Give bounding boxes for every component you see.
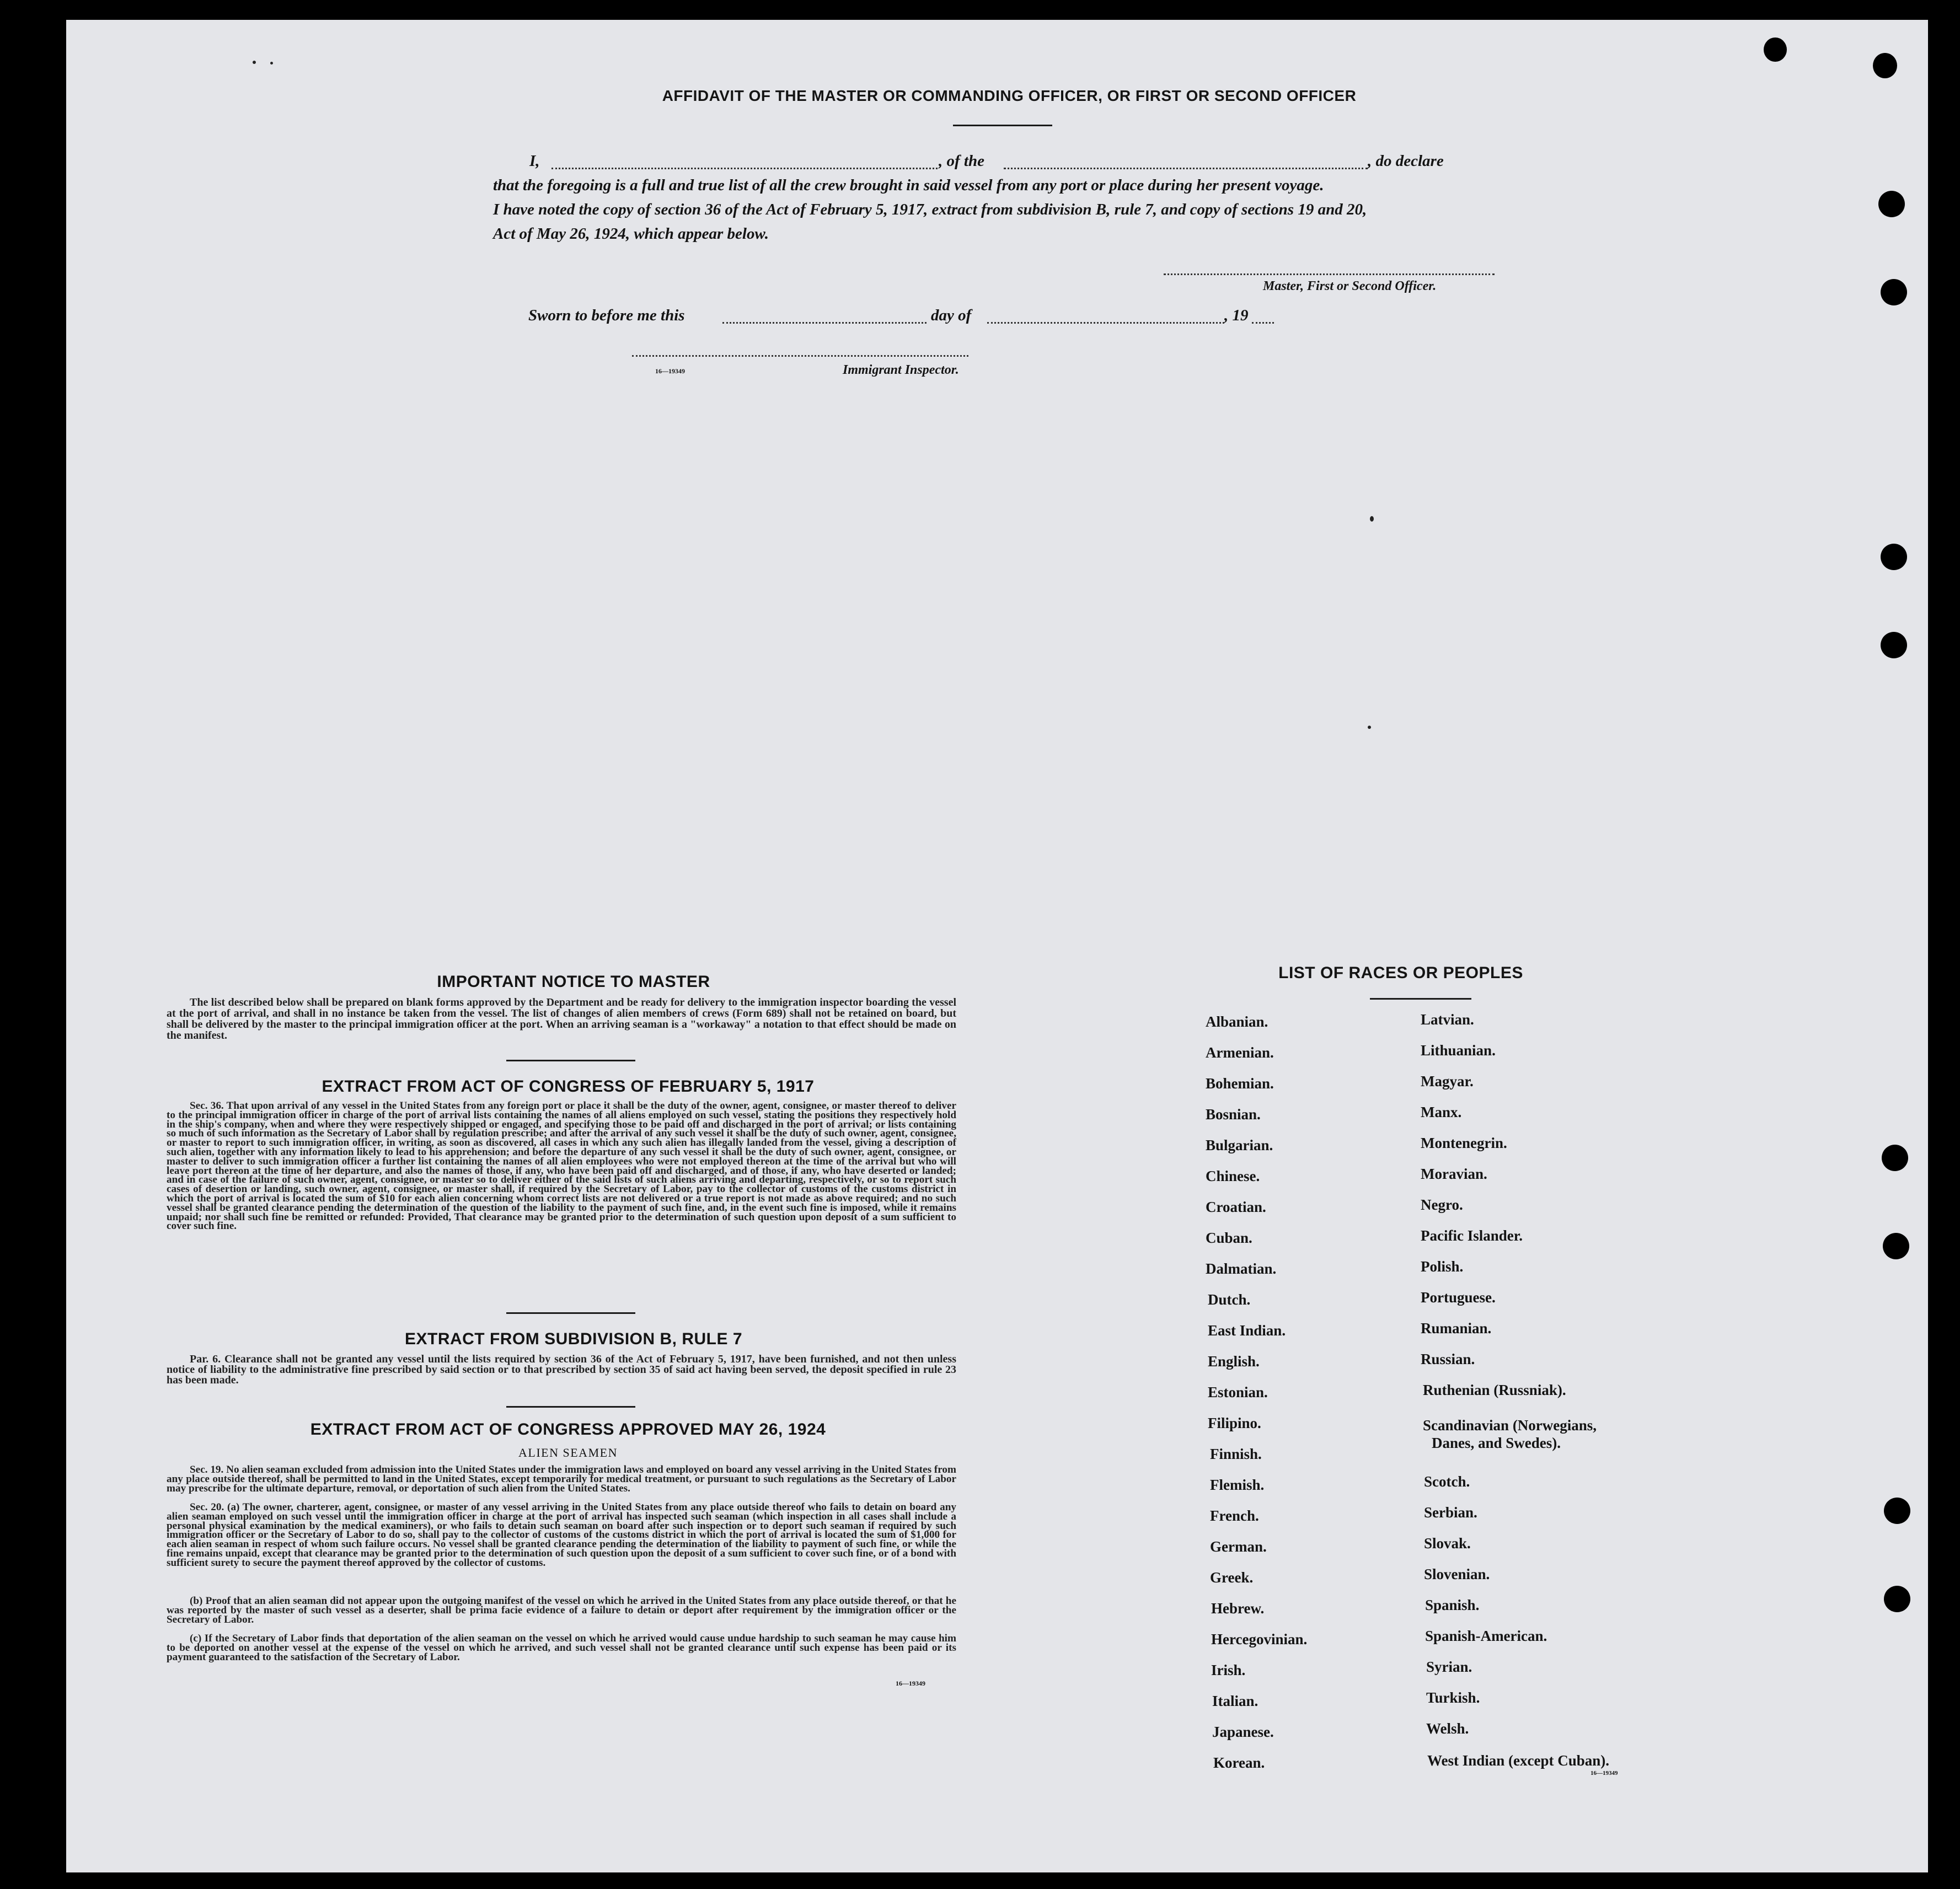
inspector-signature-line	[632, 355, 968, 357]
race-name: West Indian (except Cuban).	[1427, 1752, 1610, 1769]
race-name: Moravian.	[1421, 1166, 1487, 1182]
race-name: German.	[1210, 1538, 1267, 1555]
races-form-number: 16—19349	[1591, 1770, 1618, 1777]
vessel-blank	[1004, 168, 1368, 169]
race-name: Lithuanian.	[1421, 1042, 1496, 1059]
race-name: Chinese.	[1206, 1168, 1260, 1184]
notice-divider	[506, 1060, 635, 1061]
extract-1924-sec19: Sec. 19. No alien seaman excluded from admission into the United States under the immigration laws and employed on board any vessel arriving in the United States from any place outside thereof, shall be permitted to land in the United States, except temporarily for medical treatment, or pursuant to such regulations as the Secretary of Labor may prescribe for the ultimate departure, removal, or deportation of such alien from the United States.	[167, 1464, 956, 1494]
ink-speck	[253, 61, 256, 64]
race-name: Turkish.	[1426, 1689, 1480, 1706]
affidavit-form-number: 16—19349	[655, 367, 685, 375]
year-blank	[1252, 322, 1274, 324]
race-name: Portuguese.	[1421, 1289, 1496, 1306]
race-name: Croatian.	[1206, 1199, 1266, 1215]
text-i: I,	[529, 152, 540, 170]
race-name: Bulgarian.	[1206, 1137, 1273, 1153]
extract-rule7-text: Par. 6. Clearance shall not be granted any vessel until the lists required by section 36 of the Act of February 5, 1917, have been furnished, and not then unless notice of liability to the administrative fine prescribed by said section or to that prescribed by section 35 of said act having been served, the deposit specified in rule 23 has been made.	[167, 1353, 956, 1386]
race-name: Scotch.	[1424, 1473, 1470, 1490]
signature-label: Master, First or Second Officer.	[1263, 279, 1437, 293]
race-name: Slovenian.	[1424, 1566, 1490, 1582]
race-name: Estonian.	[1208, 1384, 1268, 1400]
race-name: Syrian.	[1426, 1659, 1472, 1675]
race-name: Italian.	[1212, 1693, 1259, 1709]
race-name: Scandinavian (Norwegians,	[1423, 1417, 1597, 1434]
punch-hole	[1882, 1145, 1908, 1171]
race-name: Hebrew.	[1211, 1600, 1265, 1617]
extract-1924-title: EXTRACT FROM ACT OF CONGRESS APPROVED MAY 26, 1924	[310, 1420, 826, 1439]
punch-hole	[1884, 1586, 1910, 1612]
race-name: Polish.	[1421, 1258, 1464, 1275]
races-title: LIST OF RACES OR PEOPLES	[1278, 964, 1523, 982]
inspector-label: Immigrant Inspector.	[843, 363, 959, 377]
race-name: Spanish-American.	[1425, 1628, 1547, 1644]
race-name: Greek.	[1210, 1569, 1254, 1586]
race-name: Latvian.	[1421, 1011, 1474, 1028]
punch-hole	[1764, 37, 1787, 62]
affidavit-line-4: Act of May 26, 1924, which appear below.	[493, 225, 769, 243]
punch-hole	[1881, 544, 1907, 570]
race-name: Finnish.	[1210, 1446, 1262, 1462]
race-name: Armenian.	[1206, 1044, 1274, 1061]
race-name: Spanish.	[1425, 1597, 1480, 1613]
extract-1924-subtitle: ALIEN SEAMEN	[518, 1446, 618, 1459]
race-name: Dalmatian.	[1206, 1260, 1277, 1277]
extract-1924-sec20c: (c) If the Secretary of Labor finds that deportation of the alien seaman on the vessel on which he arrived would cause undue hardship to such seaman he may cause him to be deported on another vessel at the expense of the vessel on which he arrived, and such vessel shall not be granted clearance until such expense has been paid or its payment guaranteed to the satisfaction of the Secretary of Labor.	[167, 1633, 956, 1663]
race-name: Welsh.	[1426, 1720, 1469, 1737]
punch-hole	[1881, 279, 1907, 305]
punch-hole	[1884, 1498, 1910, 1524]
notice-title: IMPORTANT NOTICE TO MASTER	[437, 973, 710, 991]
race-name: Ruthenian (Russniak).	[1423, 1382, 1566, 1398]
sworn-line	[528, 307, 1356, 329]
extract-1924-form-number: 16—19349	[896, 1679, 925, 1687]
title-underline	[953, 125, 1052, 126]
extract-1917-divider	[506, 1312, 635, 1314]
text-of-the: , of the	[939, 152, 984, 170]
race-name: Flemish.	[1210, 1477, 1265, 1493]
race-name: Danes, and Swedes).	[1432, 1435, 1561, 1451]
race-name: Serbian.	[1424, 1504, 1477, 1521]
extract-rule7-divider	[506, 1406, 635, 1408]
affidavit-line-2: that the foregoing is a full and true list of all the crew brought in said vessel from any port or place during her present voyage.	[493, 176, 1324, 194]
race-name: French.	[1210, 1507, 1259, 1524]
race-name: Filipino.	[1208, 1415, 1261, 1431]
race-name: East Indian.	[1208, 1322, 1286, 1339]
punch-hole	[1881, 632, 1907, 658]
race-name: Manx.	[1421, 1104, 1462, 1120]
text-do-declare: , do declare	[1368, 152, 1444, 170]
race-name: Russian.	[1421, 1351, 1475, 1367]
race-name: Magyar.	[1421, 1073, 1474, 1090]
affidavit-declarant-line	[529, 152, 1610, 174]
ink-speck	[1368, 726, 1371, 729]
extract-1924-sec20a: Sec. 20. (a) The owner, charterer, agent, consignee, or master of any vessel arriving in the United States from any place outside thereof who fails to detain on board any alien seaman employed on such vessel until the immigration officer in charge at the port of arrival has inspected such seaman (which inspection in all cases shall include a personal physical examination by the medical examiners), or who fails to detain such seaman on board after such inspection or to deport such seaman if required by such immigration officer or the Secretary of Labor to do so, shall pay to the collector of customs of the customs district in which the port of arrival is located the sum of $1,000 for each alien seaman in respect of whom such failure occurs. No vessel shall be granted clearance pending the determination of the liability to payment of such fine, or while the fine remains unpaid, except that clearance may be granted prior to the determination of such question upon the deposit of a sum sufficient to cover such fine, or of a bond with sufficient surety to secure the payment thereof approved by the collector of customs.	[167, 1501, 956, 1569]
race-name: Korean.	[1213, 1754, 1265, 1771]
text-year: , 19	[1224, 307, 1249, 324]
race-name: Irish.	[1211, 1662, 1246, 1678]
ink-speck	[1370, 516, 1374, 522]
race-name: Bohemian.	[1206, 1075, 1274, 1092]
race-name: Hercegovinian.	[1211, 1631, 1308, 1647]
race-name: Japanese.	[1212, 1724, 1274, 1740]
punch-hole	[1883, 1233, 1909, 1259]
text-day-of: day of	[931, 307, 972, 324]
month-blank	[987, 322, 1224, 324]
race-name: Rumanian.	[1421, 1320, 1492, 1337]
punch-hole	[1873, 53, 1897, 78]
text-sworn: Sworn to before me this	[528, 307, 685, 324]
race-name: Albanian.	[1206, 1013, 1268, 1030]
affidavit-title: AFFIDAVIT OF THE MASTER OR COMMANDING OFFICER, OR FIRST OR SECOND OFFICER	[662, 87, 1357, 104]
race-name: Cuban.	[1206, 1230, 1252, 1246]
extract-1924-sec20b: (b) Proof that an alien seaman did not appear upon the outgoing manifest of the vessel on which he arrived in the United States from any place outside thereof, or that he was reported by the master of such vessel as a deserter, shall be prima facie evidence of a failure to detain or deport after requirement by the immigration officer or the Secretary of Labor.	[167, 1595, 956, 1625]
day-blank	[722, 322, 927, 324]
signature-line	[1164, 273, 1495, 275]
races-divider	[1370, 998, 1471, 1000]
ink-speck	[270, 62, 273, 65]
extract-1917-text: Sec. 36. That upon arrival of any vessel in the United States from any foreign port or place it shall be the duty of the owner, agent, consignee, or master thereof to deliver to the principal immigration officer in charge of the port of arrival lists containing the names of all aliens employed on such vessel, stating the positions they respectively hold in the ship's company, when and where they were respectively shipped or engaged, and specifying those to be paid off and discharged in the port of arrival; or lists containing so much of such information as the Secretary of Labor shall by regulation prescribe; and after the arrival of any such vessel it shall be the duty of such owner, agent, consignee, or master to report to such immigration officer, in writing, as soon as discovered, all cases in which any such alien has illegally landed from the vessel, giving a description of such alien, together with any information likely to lead to his apprehension; and before the departure of any such vessel it shall be the duty of such owner, agent, consignee, or master to deliver to such immigration officer a further list containing the names of all alien employees who were not employed thereon at the time of the arrival but who will leave port thereon at the time of her departure, and also the names of those, if any, who have been paid off and discharged, and of those, if any, who have deserted or landed; and in case of the failure of such owner, agent, consignee, or master so to deliver either of the said lists of such aliens arriving and departing, respectively, or so to report such cases of desertion or landing, such owner, agent, consignee, or master shall, if required by the Secretary of Labor, pay to the collector of customs of the customs district in which the port of arrival is located the sum of $10 for each alien concerning whom correct lists are not delivered or a true report is not made as above required; and no such vessel shall be granted clearance pending the determination of the question of the liability to the payment of such fine, and, in the event such fine is imposed, while it remains unpaid; nor shall such fine be remitted or refunded: Provided, That clearance may be granted prior to the determination of such question upon deposit of a sum sufficient to cover such fine.	[167, 1100, 956, 1232]
race-name: Bosnian.	[1206, 1106, 1261, 1123]
extract-1917-title: EXTRACT FROM ACT OF CONGRESS OF FEBRUARY 5, 1917	[322, 1077, 815, 1096]
race-name: Slovak.	[1424, 1535, 1471, 1552]
race-name: Pacific Islander.	[1421, 1227, 1523, 1244]
name-blank	[551, 168, 938, 169]
race-name: Dutch.	[1208, 1291, 1251, 1308]
affidavit-line-3: I have noted the copy of section 36 of the Act of February 5, 1917, extract from subdivision B, rule 7, and copy of sections 19 and 20,	[493, 201, 1367, 218]
document-sheet	[66, 20, 1928, 1872]
race-name: Negro.	[1421, 1196, 1463, 1213]
punch-hole	[1878, 191, 1905, 217]
notice-text: The list described below shall be prepared on blank forms approved by the Department and be ready for delivery to the immigration inspector boarding the vessel at the port of arrival, and shall in no instance be taken from the vessel. The list of changes of alien members of crews (Form 689) shall not be retained on board, but shall be delivered by the master to the principal immigration officer at the port. When an arriving seaman is a "workaway" a notation to that effect should be made on the manifest.	[167, 996, 956, 1042]
race-name: English.	[1208, 1353, 1260, 1370]
race-name: Montenegrin.	[1421, 1135, 1507, 1151]
extract-rule7-title: EXTRACT FROM SUBDIVISION B, RULE 7	[404, 1330, 743, 1348]
